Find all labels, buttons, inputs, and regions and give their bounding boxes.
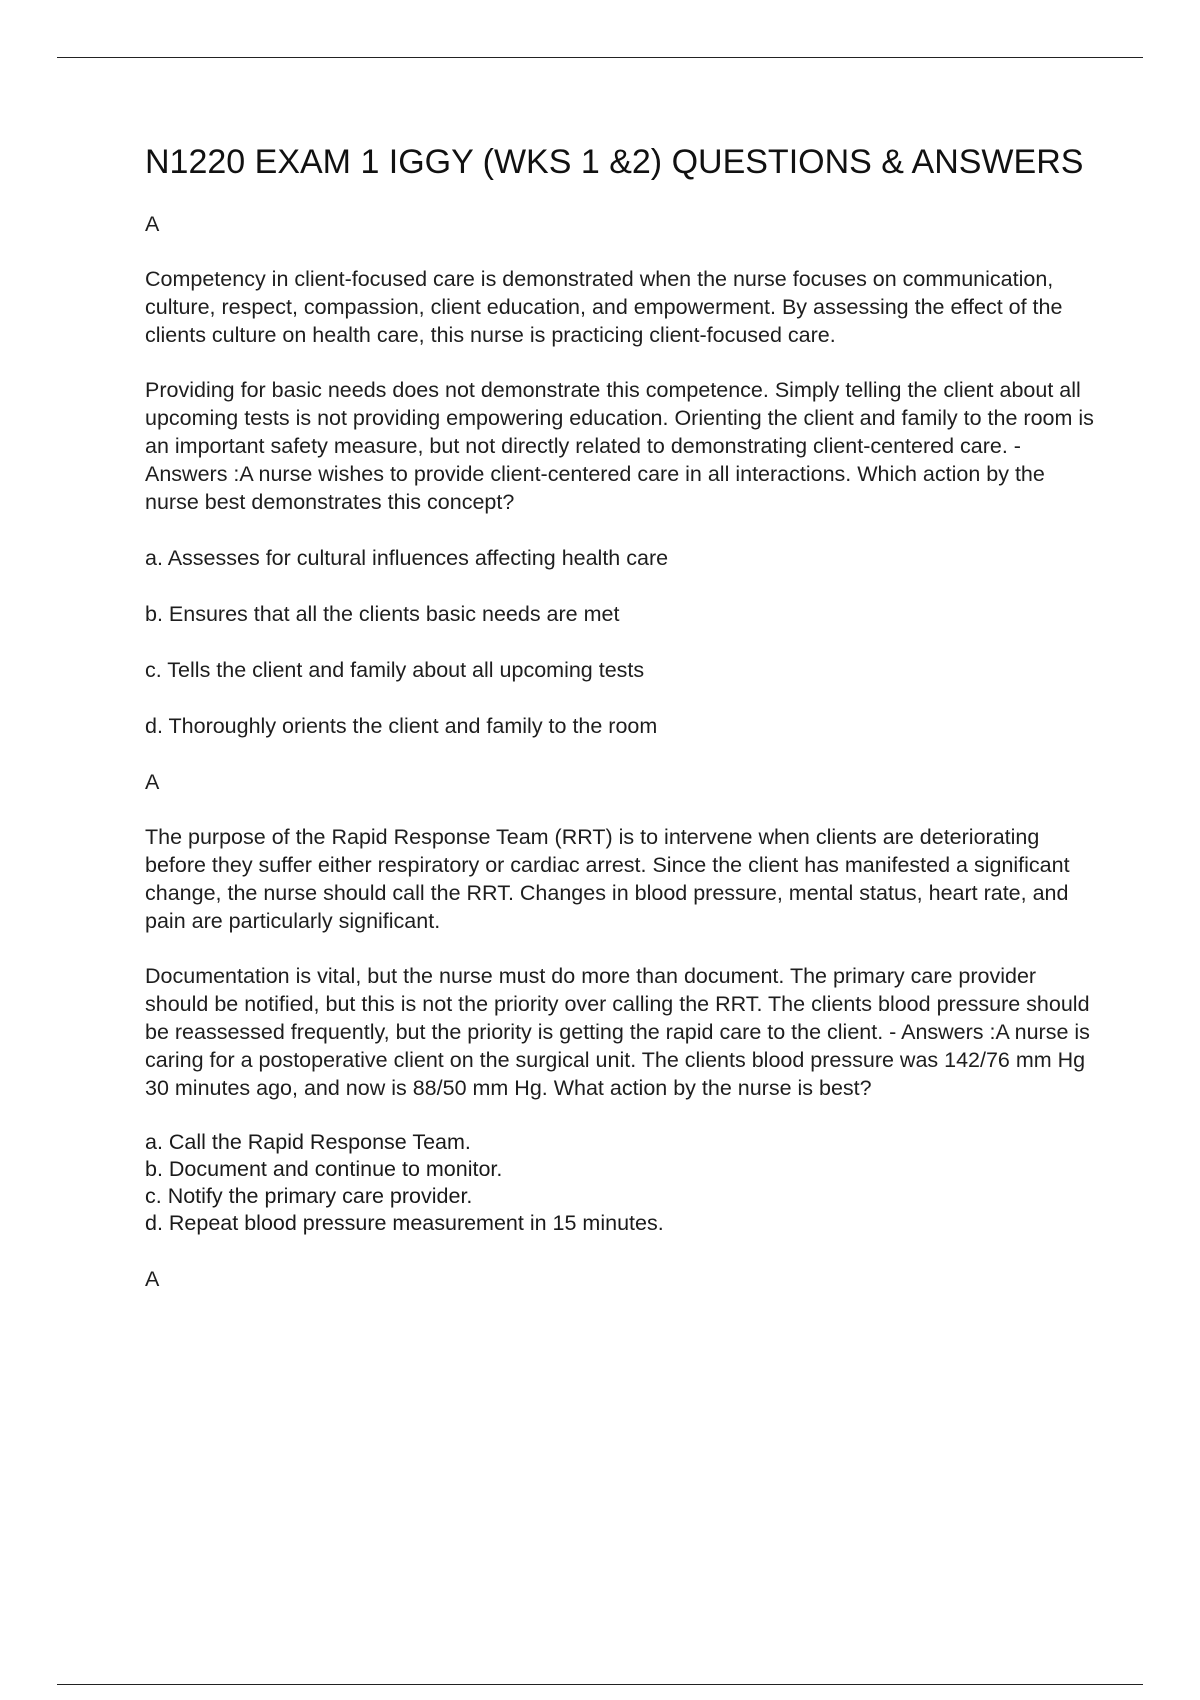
top-rule [57, 57, 1143, 58]
q1-answer-letter: A [145, 212, 160, 236]
q2-rationale-1: The purpose of the Rapid Response Team (RRT) is to intervene when clients are deteriorating before they suffer either respiratory or cardiac arrest. Since the client has manifested a significant change, the nurse should call the RRT. Changes in blood pressure, mental status, heart rate, and pain are particularly significant. [145, 825, 1070, 933]
q1-option-a: a. Assesses for cultural influences affecting health care [145, 546, 669, 570]
bottom-rule [57, 1684, 1143, 1685]
q2-option-a: a. Call the Rapid Response Team. [145, 1130, 471, 1154]
q1-option-d: d. Thoroughly orients the client and family to the room [145, 714, 658, 738]
q2-answer-letter: A [145, 770, 160, 794]
q1-rationale-2: Providing for basic needs does not demonstrate this competence. Simply telling the client about all upcoming tests is not providing empowering education. Orienting the client and family to the room is an important safety measure, but not directly related to demonstrating client-centered care. - Answers :A nurse wishes to provide client-centered care in all interactions. Which action by the nurse best demonstrates this concept? [145, 378, 1094, 514]
q1-option-b: b. Ensures that all the clients basic needs are met [145, 602, 620, 626]
q1-rationale-1: Competency in client-focused care is demonstrated when the nurse focuses on communication, culture, respect, compassion, client education, and empowerment. By assessing the effect of the clients culture on health care, this nurse is practicing client-focused care. [145, 267, 1063, 347]
q2-options-list [145, 1129, 1095, 1237]
q2-option-b: b. Document and continue to monitor. [145, 1157, 503, 1181]
document-title: N1220 EXAM 1 IGGY (WKS 1 &2) QUESTIONS & ANSWERS [145, 143, 1084, 181]
q1-option-c: c. Tells the client and family about all upcoming tests [145, 658, 645, 682]
q2-option-c: c. Notify the primary care provider. [145, 1184, 473, 1208]
q3-answer-letter: A [145, 1267, 160, 1291]
q2-option-d: d. Repeat blood pressure measurement in 15 minutes. [145, 1211, 664, 1235]
document-body [145, 142, 1095, 1293]
q2-rationale-2: Documentation is vital, but the nurse must do more than document. The primary care provider should be notified, but this is not the priority over calling the RRT. The clients blood pressure should be reassessed frequently, but the priority is getting the rapid care to the client. - Answers :A nurse is caring for a postoperative client on the surgical unit. The clients blood pressure was 142/76 mm Hg 30 minutes ago, and now is 88/50 mm Hg. What action by the nurse is best? [145, 964, 1090, 1100]
